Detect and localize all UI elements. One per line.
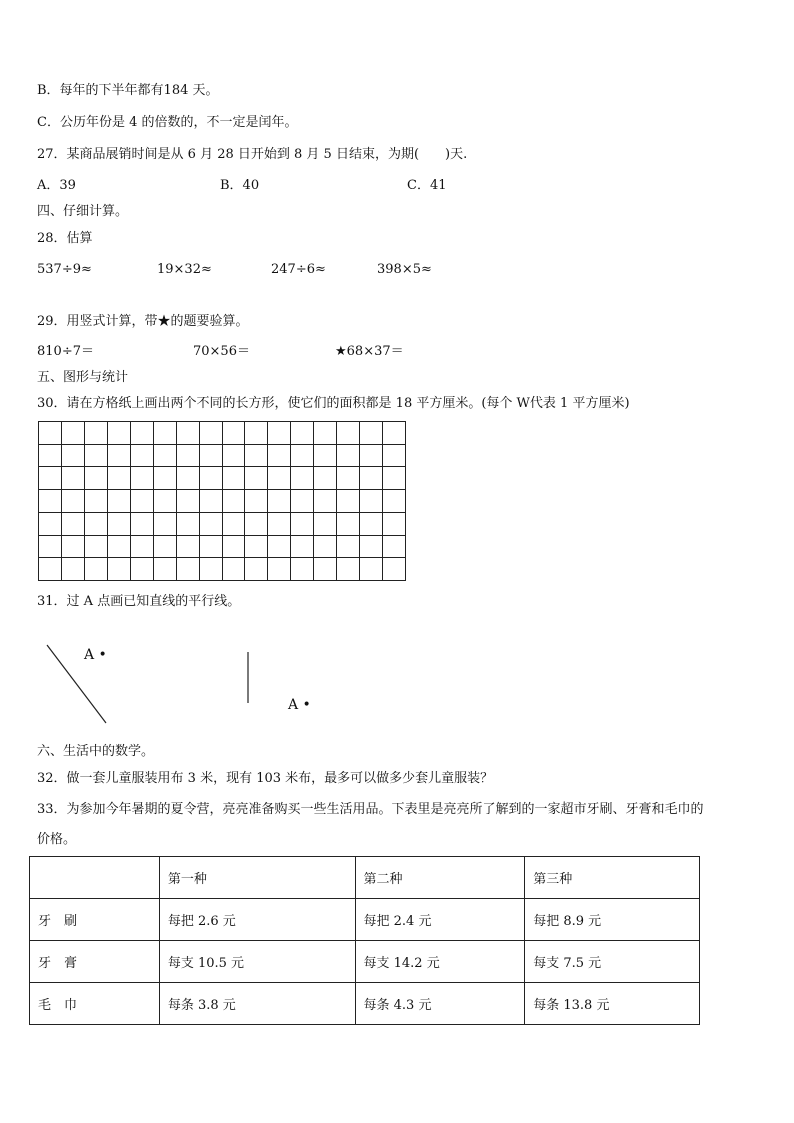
question-30: 30．请在方格纸上画出两个不同的长方形，使它们的面积都是 18 平方厘米。(每个 W代表 1 平方厘米)	[37, 396, 630, 411]
item-cell: 毛 巾	[30, 983, 160, 1025]
q28-expr-4: 398×5≈	[377, 262, 432, 277]
item-cell: 牙 膏	[30, 941, 160, 983]
table-row	[30, 899, 700, 941]
option-c-text: C．公历年份是 4 的倍数的，不一定是闰年。	[37, 115, 298, 130]
price-table	[29, 856, 700, 1025]
section-5-heading: 五、图形与统计	[37, 370, 129, 385]
item-cell: 牙 刷	[30, 899, 160, 941]
price-cell: 每把 8.9 元	[525, 899, 700, 941]
header-cell: 第三种	[525, 857, 700, 899]
price-cell: 每支 14.2 元	[355, 941, 525, 983]
question-31: 31．过 A 点画已知直线的平行线。	[37, 594, 241, 609]
question-32: 32．做一套儿童服装用布 3 米，现有 103 米布，最多可以做多少套儿童服装？	[37, 771, 494, 786]
point-a-label-1: A •	[84, 647, 107, 663]
question-28: 28．估算	[37, 231, 93, 246]
price-cell: 每支 10.5 元	[159, 941, 355, 983]
price-cell: 每条 4.3 元	[355, 983, 525, 1025]
q27-option-c: C．41	[407, 178, 447, 193]
q28-expr-3: 247÷6≈	[271, 262, 326, 277]
question-27: 27．某商品展销时间是从 6 月 28 日开始到 8 月 5 日结束，为期( )天.	[37, 147, 468, 162]
header-cell	[30, 857, 160, 899]
price-cell: 每支 7.5 元	[525, 941, 700, 983]
q27-option-a: A．39	[37, 178, 76, 193]
table-row	[30, 983, 700, 1025]
price-cell: 每条 3.8 元	[159, 983, 355, 1025]
q29-expr-1: 810÷7＝	[37, 344, 94, 359]
q28-expr-2: 19×32≈	[157, 262, 212, 277]
price-table-header-row	[30, 857, 700, 899]
header-cell: 第一种	[159, 857, 355, 899]
point-a-label-2: A •	[288, 697, 311, 713]
question-29: 29．用竖式计算，带★的题要验算。	[37, 314, 249, 329]
price-cell: 每条 13.8 元	[525, 983, 700, 1025]
section-6-heading: 六、生活中的数学。	[37, 744, 155, 759]
section-4-heading: 四、仔细计算。	[37, 204, 129, 219]
header-cell: 第二种	[355, 857, 525, 899]
q29-expr-2: 70×56＝	[193, 344, 250, 359]
q29-expr-3: ★68×37＝	[335, 344, 404, 359]
q28-expr-1: 537÷9≈	[37, 262, 92, 277]
option-b-text: B．每年的下半年都有184 天。	[37, 83, 219, 98]
price-cell: 每把 2.6 元	[159, 899, 355, 941]
question-33-line-2: 价格。	[37, 832, 77, 847]
price-cell: 每把 2.4 元	[355, 899, 525, 941]
question-33-line-1: 33．为参加今年暑期的夏令营，亮亮准备购买一些生活用品。下表里是亮亮所了解到的一家超市牙刷、牙膏和毛巾的	[37, 802, 704, 817]
table-row	[30, 941, 700, 983]
q27-option-b: B．40	[220, 178, 260, 193]
